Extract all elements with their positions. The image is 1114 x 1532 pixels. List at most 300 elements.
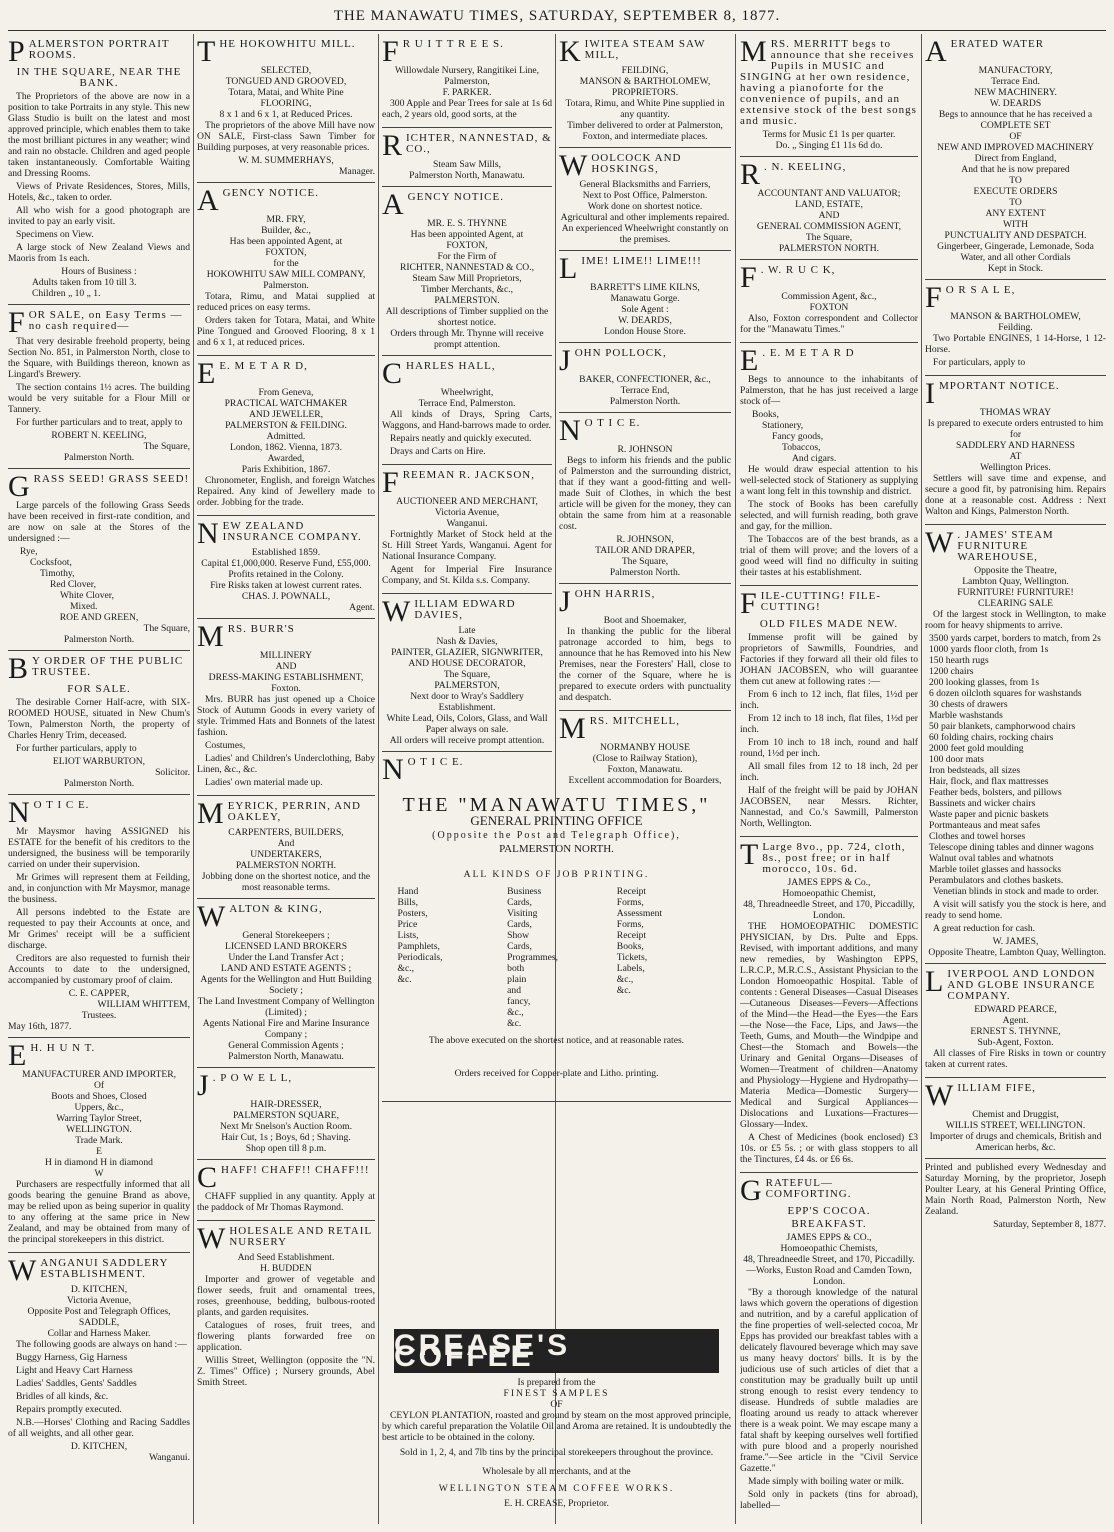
ad-paragraph: Specimens on View. [16,229,94,240]
ad-heading [8,1254,190,1287]
ad-line: PRACTICAL WATCHMAKER [224,398,348,409]
ad-title: O T I C E. [584,417,641,429]
advertisement [8,469,190,651]
ad-title: IME! LIME!! LIME!!! [581,255,702,267]
ad-title: OR SALE, on Easy Terms — no cash required— [28,309,183,332]
signature-line: Trustees. [81,1010,117,1021]
ad-line: Manawatu Gorge. [610,293,680,304]
column-4 [559,34,731,784]
ad-heading [925,377,1106,410]
ad-paragraph: Mr Maysmor having ASSIGNED his ESTATE for the benefit of his creditors to the undersigned, the business will be temporarily carried on under their supervision. [8,826,190,870]
ad-line: PALMERSTON NORTH. [235,860,337,871]
ad-heading [382,188,552,221]
ad-line: Next door to Wray's Saddlery Establishment. [410,691,524,713]
ad-line: Homoeopathic Chemist, [782,888,876,899]
ad-line: Next to Post Office, Palmerston. [582,190,708,201]
printing-title: THE "MANAWATU TIMES," [402,794,711,816]
ad-date: May 16th, 1877. [8,1021,72,1032]
ad-line: Victoria Avenue, [434,507,500,518]
ad-line: Feilding. [998,322,1033,333]
ad-paragraph: Chronometer, English, and foreign Watches Repaired. Any kind of Jewellery made to order. Jobbing for the trade. [197,475,375,508]
job-item: Price Lists, [397,919,419,941]
ad-line: Paris Exhibition, 1867. [241,464,331,475]
ad-line: Kept in Stock. [987,263,1044,274]
signature: ROE AND GREEN, [59,612,139,623]
job-item: Show Cards, [507,930,532,952]
ad-line: Water, and all other Cordials [960,252,1071,263]
advertisement [382,356,552,465]
ad-title: GENCY NOTICE. [222,187,319,199]
list-item: Stationery, [762,420,804,431]
drop-capital: N [197,517,220,550]
signature-line: WILLIAM WHITTEM, [97,999,190,1010]
ad-line: OF [1009,131,1022,142]
column-divider [193,34,194,1524]
ad-title: ERATED WATER [950,38,1045,50]
ad-title: . E. M E T A R D [762,347,855,359]
ad-line: Late [458,625,476,636]
ad-line: The Square, [621,556,669,567]
job-item: Assessment Forms, [616,908,663,930]
ad-line: MANSON & BARTHOLOMEW, [579,76,711,87]
advertisement [740,260,918,343]
advertisement [8,795,190,1038]
ad-line: London, 1862. Vienna, 1873. [230,442,342,453]
ad-subtitle: OLD FILES MADE NEW. [759,618,899,630]
top-rule [8,30,1106,31]
list-item: White Clover, [60,590,114,601]
ad-heading [382,753,552,784]
job-item: Hand Bills, [397,886,419,908]
ad-heading [925,35,1106,68]
ad-heading [8,1039,190,1072]
drop-capital: T [197,35,217,68]
ad-title: O T I C E. [407,756,464,768]
printing-subtitle: GENERAL PRINTING OFFICE [470,813,643,828]
ad-line: ERNEST S. THYNNE, [970,1026,1061,1037]
ad-line: Hair Cut, 1s ; Boys, 6d ; Shaving. [221,1132,351,1143]
ad-title: EW ZEALAND INSURANCE COMPANY. [222,520,362,543]
ad-heading [197,357,375,390]
ad-paragraph: The following goods are always on hand :— [16,1339,187,1350]
ad-paragraph: Half of the freight will be paid by JOHAN JACOBSEN, near Messrs. Richter, Nannestad, and Co.'s Sawmill, Palmerston North, Wellington. [740,785,918,829]
ad-paragraph: THE HOMOEOPATHIC DOMESTIC PHYSICIAN, by Drs. Pulte and Epps. Revised, with important additions, and many new remedies, by Washington EPPS, L.R.C.P., M.R.C.S., Assistant Physician to the London Homoeopathic Hospital. Table of contents : General Diseases—Casual Diseases—Cutaneous Diseases—Fevers—Affections of the Mind—the Head—the Eyes—the Ears—the Nose—the Face, Lips, and Jaws—the Teeth, Gums, and Mouth—the Windpipe and Chest—the Stomach and Bowels—the Urinary and Genital Organs—Diseases of Women—Treatment of children—Anatomy and Physiology—Hygiene and Hydropathy—Materia Medica—Domestic Surgery—Medical and Surgical Appliances—Dislocations and Luxations—Fractures—Glossary—Index. [740,921,918,1130]
ad-line: MR. E. S. THYNNE [427,218,507,229]
ad-heading [8,652,190,685]
ad-paragraph: Totara, Rimu, and Matai supplied at reduced prices on easy terms. [197,291,375,313]
ad-line: Orders through Mr. Thynne will receive prompt attention. [390,328,544,350]
list-item: Rye, [20,546,38,557]
ad-line: PAINTER, GLAZIER, SIGNWRITER, AND HOUSE DECORATOR, [391,647,543,669]
advertisement [925,1159,1106,1235]
ad-line: FOXTON [809,302,849,313]
ad-line: General Blacksmiths and Farriers, [579,179,711,190]
ad-heading [740,35,918,127]
advertisement [559,413,731,584]
ad-heading [197,35,375,68]
ad-line: Jobbing done on the shortest notice, and the most reasonable terms. [201,871,371,893]
trade-mark: W [94,1168,104,1179]
job-item: &c., &c. [507,1007,524,1029]
list-item: Iron bedsteads, all sizes [929,765,1021,776]
list-item: And cigars. [792,453,837,464]
drop-capital: J [197,1069,210,1102]
list-item: 50 pair blankets, camphorwood chairs [929,721,1076,732]
ad-line: 8 x 1 and 6 x 1, at Reduced Prices. [219,109,353,120]
advertisement [740,1173,918,1518]
ad-line: NEW AND IMPROVED MACHINERY [937,142,1094,153]
ad-line: Nash & Davies, [436,636,498,647]
ad-line: Next Mr Snelson's Auction Room. [219,1121,353,1132]
job-item: &c., &c. [616,974,634,996]
ad-line: MILLINERY [259,650,313,661]
ad-title: O R S A L E, [945,284,1016,296]
ad-line: Agents for the Wellington and Hutt Building Society ; [200,974,372,996]
ad-line: TO [1009,175,1022,186]
list-item: 150 hearth rugs [929,655,989,666]
ad-title: OHN HARRIS, [574,588,656,600]
ad-paragraph: For further particulars and to treat, apply to [16,417,183,428]
ad-line: DRESS-MAKING ESTABLISHMENT, [208,672,364,683]
ad-line: 48, Threadneedle Street, and 170, Piccadilly, London. [743,899,915,921]
ad-subtitle: IN THE SQUARE, NEAR THE BANK. [16,66,182,89]
ad-line: UNDERTAKERS, [250,849,322,860]
ad-line: PROPRIETORS. [611,87,679,98]
advertisement [559,711,731,784]
drop-capital: F [382,35,400,68]
ad-line: All orders will receive prompt attention. [389,735,545,746]
drop-capital: F [925,281,943,314]
ad-line: GENERAL COMMISSION AGENT, [756,221,902,232]
advertisement [559,343,731,413]
ad-line: HAIR-DRESSER, [250,1099,322,1110]
drop-capital: M [197,797,225,830]
advertisement [925,964,1106,1078]
ad-line: Excellent accommodation for Boarders, [568,775,722,784]
drop-capital: W [197,1222,227,1255]
ad-line: Totara, Rimu, and White Pine supplied in any quantity. [565,98,725,120]
crease-coffee-ad [382,1325,731,1509]
ad-title: Y ORDER OF THE PUBLIC TRUSTEE. [32,655,184,678]
ad-line: COMPLETE SET [980,120,1051,131]
ad-line: AND [275,661,297,672]
ad-title: GENCY NOTICE. [407,191,504,203]
ad-paragraph: Purchasers are respectfully informed that all goods bearing the genuine Brand as above, may be relied upon as being superior in quality to any offering at the same price in New Zealand, and may be obtained from many of the principal storekeepers in this district. [8,1179,190,1245]
ad-paragraph: A visit will satisfy you the stock is here, and ready to send home. [925,899,1106,921]
ad-paragraph: Immense profit will be gained by proprietors of Sawmills, Foundries, and Factories if they forward all their old files to JOHAN JACOBSEN, who will guarantee them cut anew at following rates :— [740,632,918,687]
ad-paragraph: All small files from 12 to 18 inch, 2d per inch. [740,761,918,783]
ad-line: FURNITURE! FURNITURE! [957,587,1074,598]
job-column-1 [397,886,496,1029]
drop-capital: W [559,149,589,182]
ad-heading [382,595,552,628]
job-item: Tickets, [616,952,648,963]
ad-paragraph: Catalogues of roses, fruit trees, and flowering plants forwarded free on application. [197,1320,375,1353]
ad-line: An experienced Wheelwright constantly on the premises. [561,223,729,245]
ad-paragraph: Repairs promptly executed. [16,1404,122,1415]
ad-heading [8,470,190,503]
ad-heading [740,1174,918,1207]
signature-line: Opposite Theatre, Lambton Quay, Wellington. [928,947,1106,958]
ad-line: Profits retained in the Colony. [228,569,344,580]
ad-title: RATEFUL—COMFORTING. [765,1177,852,1200]
drop-capital: T [740,838,760,871]
list-item: Marble washstands [929,710,1003,721]
list-item: Perambulators and clothes baskets. [929,875,1064,886]
drop-capital: W [925,1079,955,1112]
ad-paragraph: In thanking the public for the liberal patronage accorded to him, begs to announce that he has Removed into his New Premises, near the Foresters' Hall, close to the corner of the Square, where he is prepared to execute orders with punctuality and despatch. [559,626,731,703]
ad-heading [197,517,375,550]
ad-paragraph: All classes of Fire Risks in town or country taken at current rates. [925,1048,1106,1070]
ad-subtitle: EPP'S COCOA. [787,1205,871,1217]
ad-paragraph: All kinds of Drays, Spring Carts, Waggons, and Hand-barrows made to order. [382,409,552,431]
list-item: Clothes and towel horses [929,831,1026,842]
column-5 [740,34,918,1518]
ad-line: Terrace End, Palmerston. [418,398,516,409]
ad-heading [740,587,918,620]
advertisement [925,34,1106,280]
ad-line: MANUFACTURER AND IMPORTER, [21,1069,177,1080]
ad-paragraph: Sold only in packets (tins for abroad), labelled— [740,1489,918,1511]
drop-capital: W [925,526,955,559]
job-item: Programmes, both plain [507,952,559,985]
ad-line: Has been appointed Agent, at [229,236,343,247]
advertisement [197,516,375,619]
ad-line: EDWARD PEARCE, [974,1004,1057,1015]
ad-line: London House Store. [604,326,686,337]
ad-paragraph: Bridles of all kinds, &c. [16,1391,109,1402]
ad-paragraph: Agent for Imperial Fire Insurance Company, and St. Kilda s.s. Company. [382,564,552,586]
ad-title: R U I T T R E E S. [402,38,504,50]
trade-mark: E [96,1146,102,1157]
signature: D. KITCHEN, [70,1441,128,1452]
advertisement [925,1078,1106,1159]
job-item: &c., &c. [397,963,415,985]
job-item: Visiting Cards, [507,908,538,930]
crease-line: Is prepared from the [517,1377,596,1388]
ad-line: Warring Taylor Street, [56,1113,142,1124]
ad-line: JAMES EPPS & CO., [786,1232,872,1243]
job-item: and fancy, [507,985,531,1007]
ad-heading [559,252,731,285]
ad-paragraph: Mr Grimes will represent them at Feilding, and, in conjunction with Mr Maysmor, manage the business. [8,872,190,905]
ad-heading [740,261,918,294]
list-item: Mixed. [70,601,98,612]
ad-paragraph: From 12 inch to 18 inch, flat files, 1½d per inch. [740,713,918,735]
ad-title: ALMERSTON PORTRAIT ROOMS. [28,38,170,61]
crease-wholesale: Wholesale by all merchants, and at the [482,1466,631,1477]
ad-title: RASS SEED! GRASS SEED! [33,473,190,485]
ad-line: Awarded, [267,453,305,464]
signature: CHAS. J. POWNALL, [241,591,331,602]
ad-heading [382,35,552,68]
ad-line: Agricultural and other implements repaired. [560,212,730,223]
ad-title: ALTON & KING, [229,903,323,915]
ad-line: FEILDING, [621,65,669,76]
ad-line: W. DEARDS, [618,315,672,326]
ad-paragraph: From 6 inch to 12 inch, flat files, 1½d per inch. [740,689,918,711]
ad-heading [197,184,375,217]
ad-line: LAND AND ESTATE AGENTS ; [220,963,352,974]
ad-paragraph: Also, Foxton correspondent and Collector for the "Manawatu Times." [740,313,918,335]
ad-paragraph: For further particulars, apply to [16,743,137,754]
advertisement [382,128,552,187]
ad-subtitle: FOR SALE. [67,683,131,695]
ad-heading [740,344,918,377]
ad-line: FLOORING, [260,98,312,109]
ad-paragraph: The desirable Corner Half-acre, with SIX-ROOMED HOUSE, situated in New Chum's Town, Palmerston North, the property of Charles Henry Trim, deceased. [8,697,190,741]
ad-line: SELECTED, [260,65,312,76]
signature-line: Manager. [339,166,375,177]
ad-line: Wheelwright, [440,387,494,398]
ad-line: Boots and Shoes, Closed [51,1091,147,1102]
ad-line: Homoeopathic Chemists, [780,1243,878,1254]
drop-capital: E [8,1039,28,1072]
ad-line: LICENSED LAND BROKERS [224,941,348,952]
advertisement [382,594,552,752]
drop-capital: E [740,344,760,377]
signature-line: Palmerston North. [63,778,135,789]
ad-paragraph: For particulars, apply to [933,357,1026,368]
ad-line: Established 1859. [251,547,321,558]
ad-paragraph: Settlers will save time and expense, and secure a good fit, by patronising him. Repairs done at a reasonable cost. Address : Next Walton and Kings, Palmerston North. [925,473,1106,517]
drop-capital: F [8,306,26,339]
ad-paragraph: The Proprietors of the above are now in a position to take Portraits in any style. This new Glass Studio is built on the latest and most approved principle, which enables them to take the most brilliant pictures in any weather; wind and rain no obstacle. Children and aged people taken instantaneously. Comfortable Waiting and Dressing Rooms. [8,91,190,179]
ad-line: BAKER, CONFECTIONER, &c., [579,374,711,385]
drop-capital: L [925,965,945,998]
signature-line: Palmerston North. [63,634,135,645]
ad-heading [8,306,190,339]
ad-heading [925,526,1106,563]
ad-title: HARLES HALL, [406,360,496,372]
ad-line: White Lead, Oils, Colors, Glass, and Wall Paper always on sale. [386,713,548,735]
ad-heading [197,1069,375,1102]
ad-paragraph: The section contains 1½ acres. The building would be very suitable for a Flour Mill or Tannery. [8,382,190,415]
drop-capital: M [197,620,225,653]
ad-line: Begs to announce that he has received a [938,109,1093,120]
ad-line: Boot and Shoemaker, [603,615,687,626]
advertisement [8,34,190,305]
ad-paragraph: CHAFF supplied in any quantity. Apply at the paddock of Mr Thomas Raymond. [197,1191,375,1213]
drop-capital: R [382,129,404,162]
ad-line: LAND, ESTATE, [795,199,863,210]
ad-paragraph: Ladies' and Children's Underclothing, Baby Linen, &c., &c. [197,753,375,775]
ad-heading [197,620,375,653]
ad-line: And Seed Establishment. [237,1252,335,1263]
advertisement [197,1068,375,1160]
ad-line: Agents National Fire and Marine Insurance Company ; [202,1018,370,1040]
ad-line: H. BUDDEN [260,1263,312,1274]
ad-title: OHN POLLOCK, [574,347,667,359]
ad-title: IVERPOOL AND LONDON AND GLOBE INSURANCE COMPANY. [947,968,1096,1002]
ad-line: Terms for Music £1 1s per quarter. [762,129,896,140]
advertisement [197,796,375,899]
drop-capital: B [8,652,30,685]
ad-title: RS. MITCHELL, [589,715,680,727]
drop-capital: A [382,188,405,221]
list-item: Waste paper and picnic baskets [929,809,1049,820]
column-divider [735,34,736,1524]
advertisement [559,34,731,148]
ad-paragraph: Ladies' Saddles, Gents' Saddles [16,1378,137,1389]
ad-line: F. PARKER. [442,87,492,98]
masthead: THE MANAWATU TIMES, SATURDAY, SEPTEMBER 8, 1877. [333,8,781,24]
ad-heading [197,797,375,830]
drop-capital: F [740,587,758,620]
ad-paragraph: From 10 inch to 18 inch, round and half round, 1½d per inch. [740,737,918,759]
job-item: Periodicals, [397,952,443,963]
ad-paragraph: He would draw especial attention to his well-selected stock of Stationery as supplying a want long felt in this township and district. [740,464,918,497]
ad-line: AT [1009,451,1022,462]
divider [382,1101,731,1102]
drop-capital: G [740,1174,763,1207]
column-6 [925,34,1106,1235]
ad-line: SADDLE, [78,1317,120,1328]
ad-paragraph: Creditors are also requested to furnish their Accounts to date to the undersigned, accompanied by customary proof of claim. [8,953,190,986]
ad-line: THOMAS WRAY [979,407,1052,418]
drop-capital: M [559,712,587,745]
crease-sold: Sold in 1, 2, 4, and 7lb tins by the principal storekeepers throughout the province. [399,1447,714,1458]
ad-paragraph: Light and Heavy Cart Harness [16,1365,133,1376]
business-hours: Hours of Business : [61,266,137,277]
drop-capital: R [740,158,762,191]
ad-line: PALMERSTON NORTH. [778,243,880,254]
signature: C. E. CAPPER, [68,988,130,999]
ad-line: Wanganui. [446,518,488,529]
ad-title: HE HOKOWHITU MILL. [219,38,356,50]
ad-paragraph: A great reduction for cash. [933,923,1036,934]
list-item: 6 dozen oilcloth squares for washstands [929,688,1082,699]
ad-heading [8,796,190,829]
ad-line: (Close to Railway Station), [592,753,698,764]
ad-title: RS. MERRITT begs to announce that she receives Pupils in MUSIC and SINGING at her own residence, having a pianoforte for the convenience of pupils, and an extensive stock of the best songs and music. [740,38,917,127]
ad-paragraph: Venetian blinds in stock and made to order. [933,886,1099,897]
ad-subtitle: BREAKFAST. [791,1218,867,1230]
printing-orders: Orders received for Copper-plate and Litho. printing. [454,1068,659,1079]
ad-title: HAFF! CHAFF!! CHAFF!!! [221,1164,370,1176]
advertisement [197,1221,375,1395]
ad-line: Totara, Matai, and White Pine [228,87,344,98]
advertisement [197,34,375,183]
ad-line: Gingerbeer, Gingerade, Lemonade, Soda [937,241,1094,252]
ad-line: NORMANBY HOUSE [600,742,690,753]
drop-capital: F [382,466,400,499]
ad-line: Palmerston North, Manawatu. [228,1051,344,1062]
ad-line: NEW MACHINERY. [974,87,1057,98]
ad-title: ILE-CUTTING! FILE-CUTTING! [760,590,882,613]
advertisement [197,356,375,516]
signature-line: Agent. [349,602,375,613]
ad-paragraph: Made simply with boiling water or milk. [748,1476,904,1487]
ad-paragraph: Views of Private Residences, Stores, Mills, Hotels, &c., taken to order. [8,181,190,203]
list-item: 200 looking glasses, from 1s [929,677,1040,688]
ad-line: D. KITCHEN, [70,1284,128,1295]
crease-works: WELLINGTON STEAM COFFEE WORKS. [438,1483,675,1494]
ad-line: FOXTON, [265,247,307,258]
ad-line: Steam Saw Mills, [433,159,501,170]
list-item: Tobaccos, [782,442,821,453]
ad-line: Willowdale Nursery, Rangitikei Line, Palmerston, [394,65,540,87]
drop-capital: M [740,35,768,68]
advertisement [559,251,731,343]
ad-heading [925,965,1106,1002]
crease-coffee-banner: CREASE'S COFFEE [394,1329,719,1373]
signature-line: Solicitor. [155,767,190,778]
list-item: 3500 yards carpet, borders to match, from 2s [929,633,1101,644]
ad-line: Importer of drugs and chemicals, British and American herbs, &c. [929,1131,1102,1153]
ad-line: SADDLERY AND HARNESS [955,440,1076,451]
drop-capital: L [559,252,579,285]
